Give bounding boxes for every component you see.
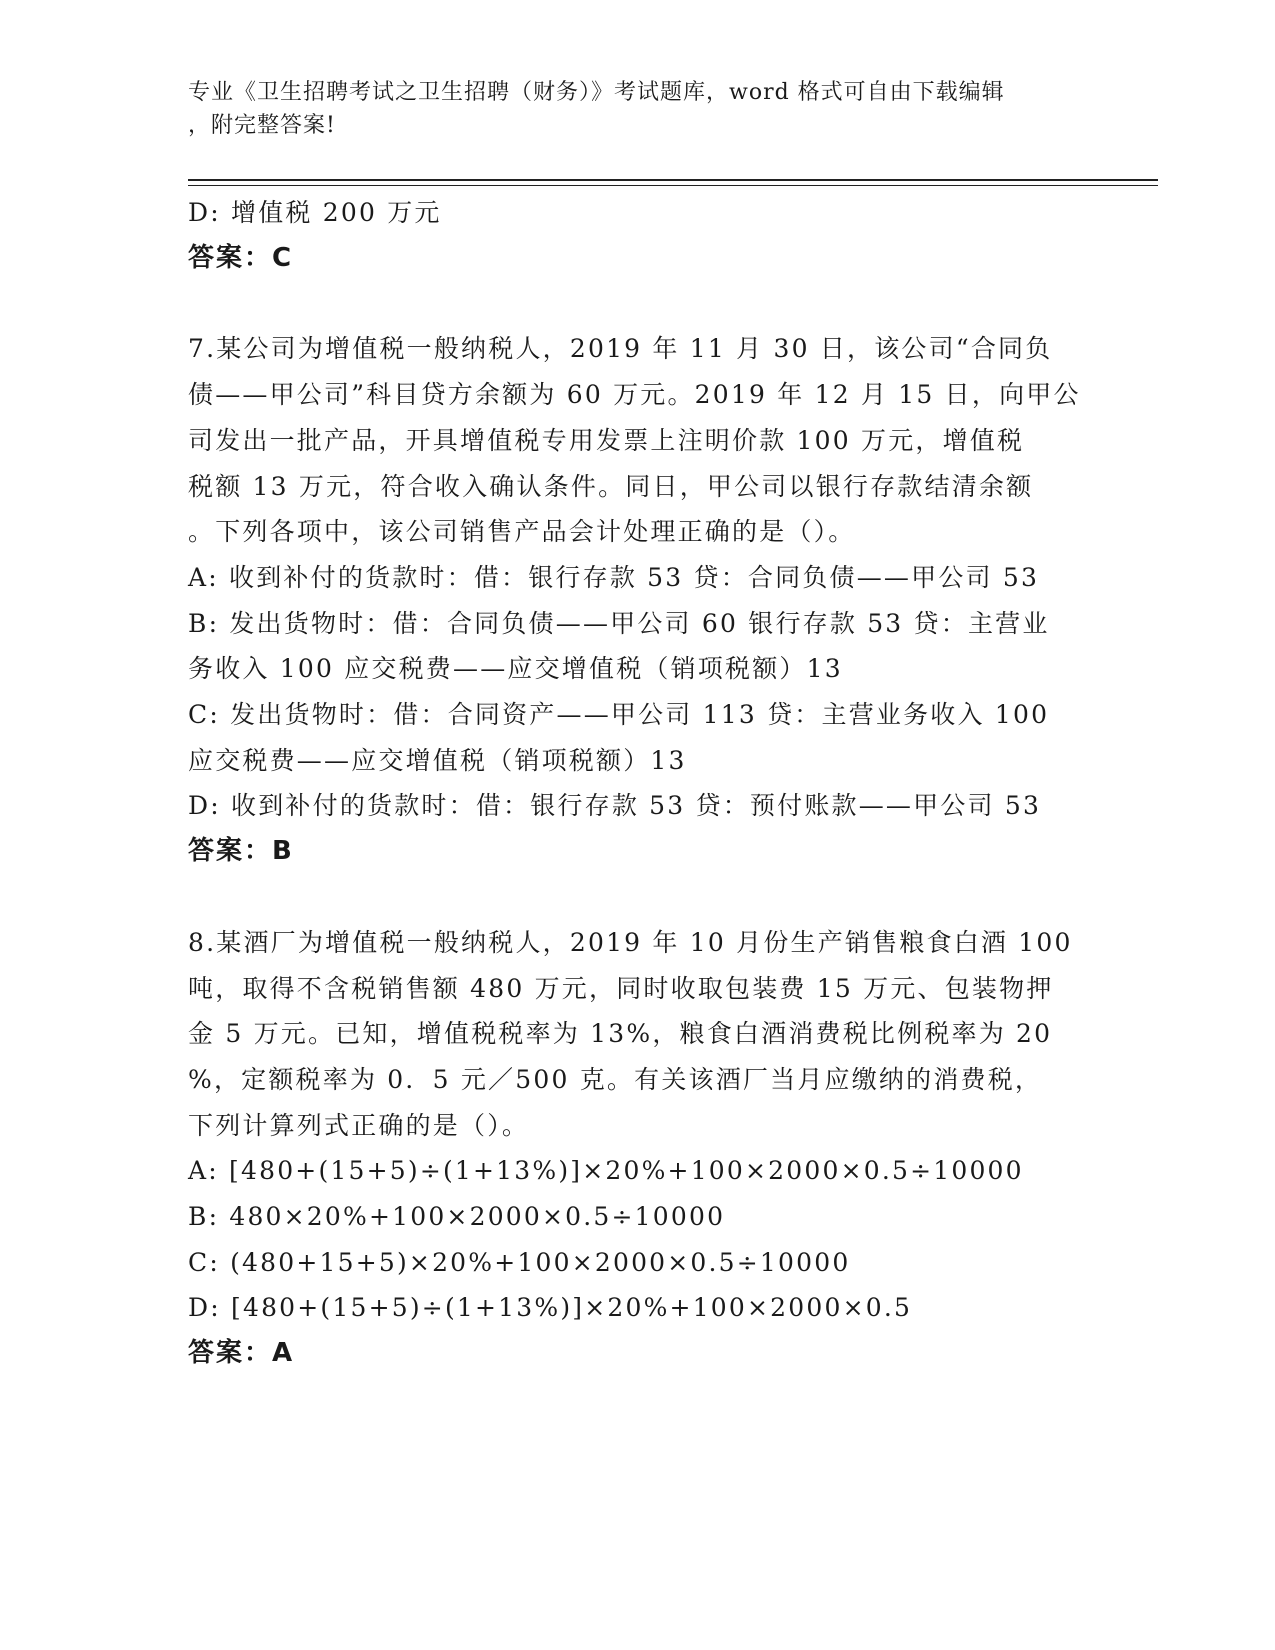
document-body bbox=[188, 190, 1088, 1377]
header-line-1: 专业《卫生招聘考试之卫生招聘（财务）》考试题库，word 格式可自由下载编辑 bbox=[188, 80, 1005, 105]
option-c-continued: 应交税费——应交增值税（销项税额）13 bbox=[188, 745, 687, 775]
question-stem-line: %，定额税率为 0．5 元／500 克。有关该酒厂当月应缴纳的消费税， bbox=[188, 1064, 1043, 1094]
answer-line: 答案：A bbox=[188, 1338, 295, 1369]
option-b: B: 480×20%+100×2000×0.5÷10000 bbox=[188, 1202, 726, 1232]
question-7 bbox=[188, 326, 1088, 874]
spacer bbox=[188, 875, 1088, 920]
question-stem-line: 。下列各项中，该公司销售产品会计处理正确的是（）。 bbox=[188, 517, 856, 547]
question-stem-line: 下列计算列式正确的是（）。 bbox=[188, 1110, 530, 1140]
answer-line: 答案：C bbox=[188, 242, 294, 273]
question-stem-line: 金 5 万元。已知，增值税税率为 13%，粮食白酒消费税比例税率为 20 bbox=[188, 1019, 1053, 1049]
option-d: D: [480+(15+5)÷(1+13%)]×20%+100×2000×0.5 bbox=[188, 1293, 913, 1323]
option-c: C: (480+15+5)×20%+100×2000×0.5÷10000 bbox=[188, 1247, 851, 1277]
answer-line: 答案：B bbox=[188, 836, 294, 867]
option-a: A: [480+(15+5)÷(1+13%)]×20%+100×2000×0.5÷10000 bbox=[188, 1156, 1024, 1186]
option-b-continued: 务收入 100 应交税费——应交增值税（销项税额）13 bbox=[188, 654, 843, 684]
page-header bbox=[188, 76, 1088, 142]
option-b: B: 发出货物时：借：合同负债——甲公司 60 银行存款 53 贷：主营业 bbox=[188, 608, 1050, 638]
question-stem-line: 8.某酒厂为增值税一般纳税人，2019 年 10 月份生产销售粮食白酒 100 bbox=[188, 927, 1073, 957]
question-stem-line: 7.某公司为增值税一般纳税人，2019 年 11 月 30 日，该公司“合同负 bbox=[188, 334, 1053, 364]
previous-question-tail bbox=[188, 190, 1088, 281]
option-c: C: 发出货物时：借：合同资产——甲公司 113 贷：主营业务收入 100 bbox=[188, 700, 1050, 730]
question-stem-line: 债——甲公司”科目贷方余额为 60 万元。2019 年 12 月 15 日，向甲公 bbox=[188, 380, 1081, 410]
header-line-2: ，附完整答案! bbox=[188, 113, 336, 138]
spacer bbox=[188, 281, 1088, 326]
question-stem-line: 司发出一批产品，开具增值税专用发票上注明价款 100 万元，增值税 bbox=[188, 425, 1025, 455]
option-d: D: 增值税 200 万元 bbox=[188, 198, 442, 227]
option-a: A: 收到补付的货款时：借：银行存款 53 贷：合同负债——甲公司 53 bbox=[188, 562, 1040, 592]
header-rule-thick bbox=[188, 179, 1158, 181]
question-stem-line: 吨，取得不含税销售额 480 万元，同时收取包装费 15 万元、包装物押 bbox=[188, 973, 1054, 1003]
question-8 bbox=[188, 920, 1088, 1377]
option-d: D: 收到补付的货款时：借：银行存款 53 贷：预付账款——甲公司 53 bbox=[188, 791, 1042, 821]
question-stem-line: 税额 13 万元，符合收入确认条件。同日，甲公司以银行存款结清余额 bbox=[188, 471, 1034, 501]
header-rule-thin bbox=[188, 185, 1158, 186]
